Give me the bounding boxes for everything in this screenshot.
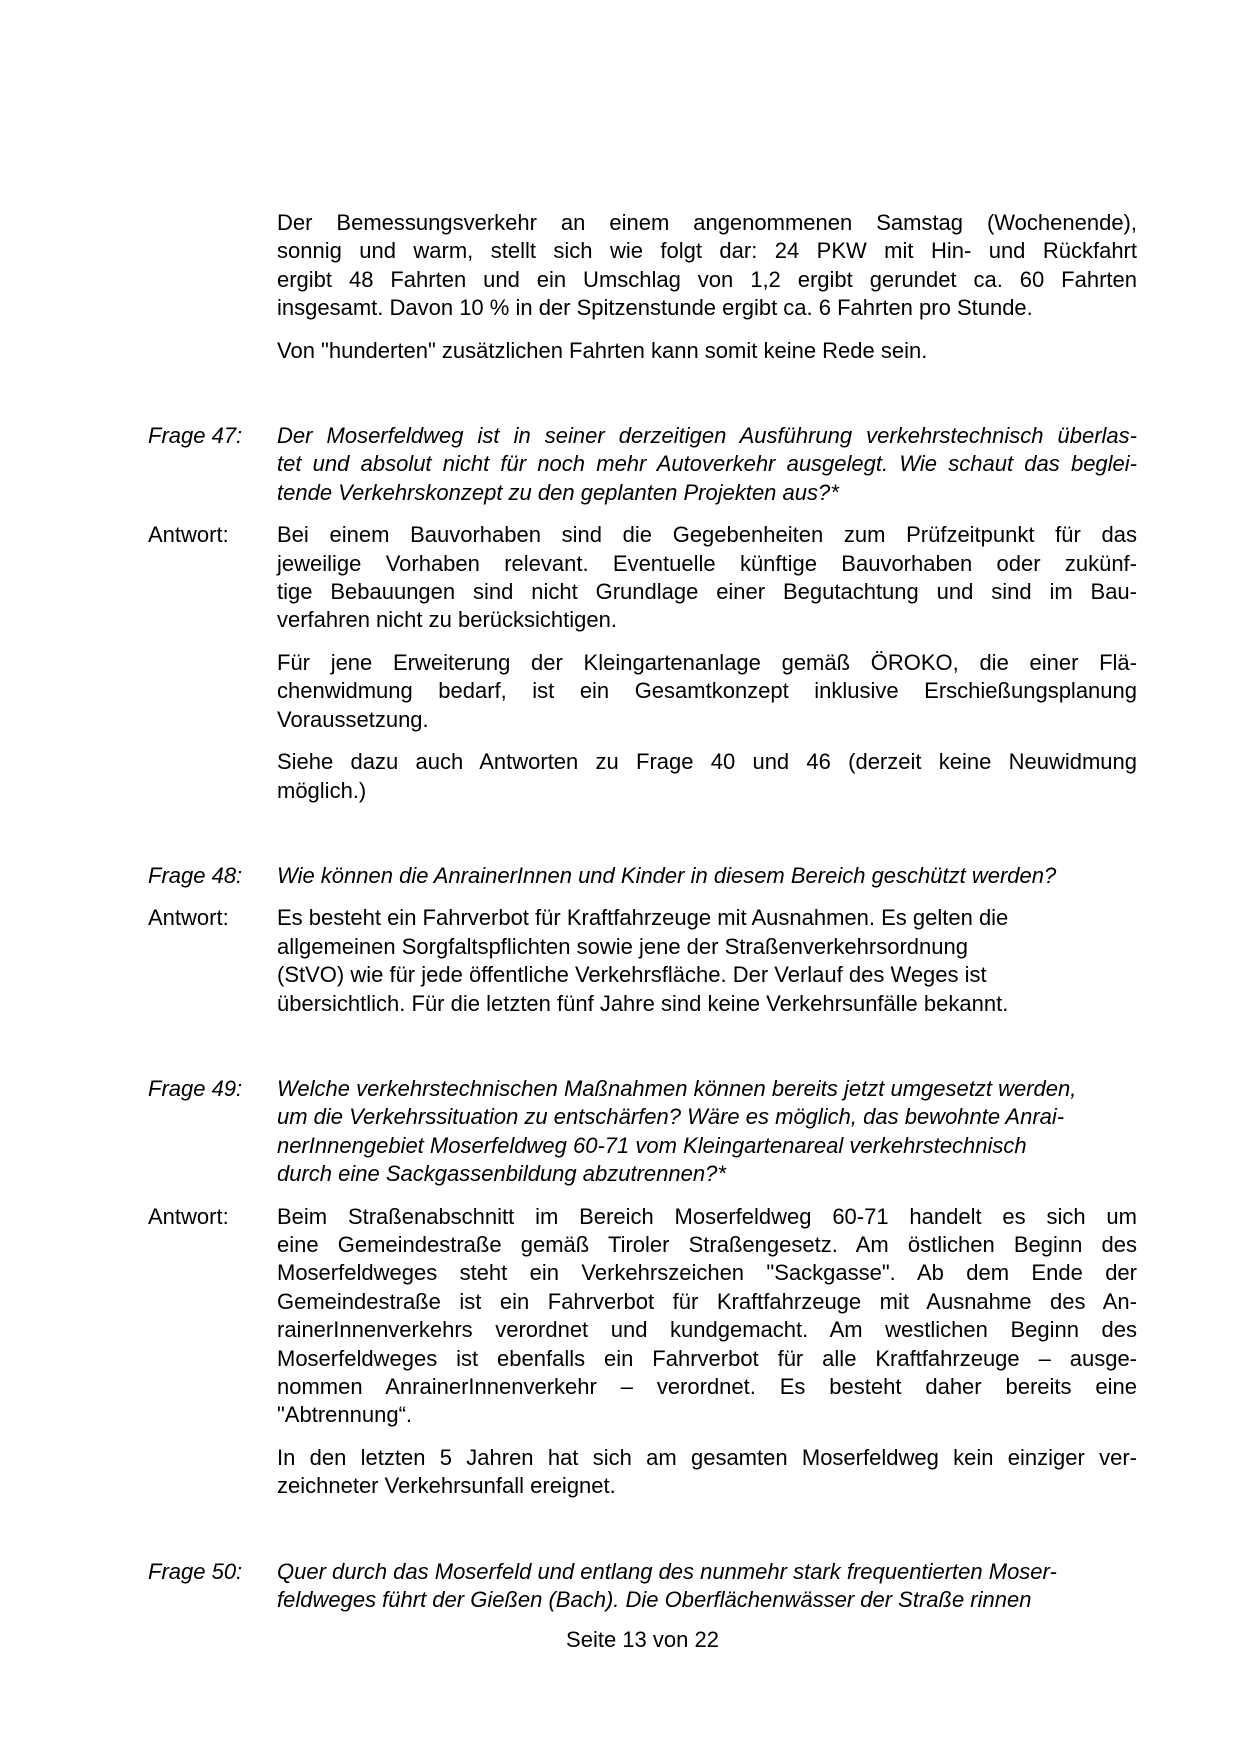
paragraph-block [148,748,1137,805]
text-line: nerInnengebiet Moserfeldweg 60-71 vom Kleingartenareal verkehrstechnisch [277,1132,1027,1158]
text-line: Es besteht ein Fahrverbot für Kraftfahrzeuge mit Ausnahmen. Es gelten die [277,905,1009,931]
text-line: eine Gemeindestraße gemäß Tiroler Straßengesetz. Am östlichen Beginn des [277,1231,1137,1257]
text-line: Von "hunderten" zusätzlichen Fahrten kann somit keine Rede sein. [277,337,928,363]
page-footer: Seite 13 von 22 [566,1627,719,1652]
text-line: jeweilige Vorhaben relevant. Eventuelle künftige Bauvorhaben oder zukünf- [277,550,1137,576]
answer-label: Antwort: [148,1203,229,1229]
text-line: durch eine Sackgassenbildung abzutrennen?* [277,1161,726,1187]
text-line: feldweges führt der Gießen (Bach). Die Oberflächenwässer der Straße rinnen [277,1587,1032,1613]
text-line: Moserfeldweges steht ein Verkehrszeichen "Sackgasse". Ab dem Ende der [277,1260,1137,1286]
block-text [277,1203,1137,1430]
empty-label [148,748,277,805]
empty-label [148,1444,277,1501]
text-line: verfahren nicht zu berücksichtigen. [277,607,617,633]
empty-label [148,649,277,734]
answer-block [148,521,1137,635]
question-block [148,422,1137,507]
text-line: sonnig und warm, stellt sich wie folgt dar: 24 PKW mit Hin- und Rückfahrt [277,238,1137,264]
text-line: tende Verkehrskonzept zu den geplanten Projekten aus?* [277,479,839,505]
question-block [148,1558,1137,1615]
block-text [277,521,1137,635]
text-line: insgesamt. Davon 10 % in der Spitzenstunde ergibt ca. 6 Fahrten pro Stunde. [277,295,1033,321]
text-line: Siehe dazu auch Antworten zu Frage 40 und 46 (derzeit keine Neuwidmung [277,749,1137,775]
text-line: Beim Straßenabschnitt im Bereich Moserfeldweg 60-71 handelt es sich um [277,1203,1137,1229]
text-line: tet und absolut nicht für noch mehr Autoverkehr ausgelegt. Wie schaut das beglei- [277,451,1137,477]
block-text [277,337,1137,365]
text-line: Voraussetzung. [277,706,429,732]
empty-label [148,337,277,365]
empty-label [148,209,277,323]
text-line: Welche verkehrstechnischen Maßnahmen können bereits jetzt umgesetzt werden, [277,1075,1077,1101]
text-line: (StVO) wie für jede öffentliche Verkehrsfläche. Der Verlauf des Weges ist [277,962,987,988]
question-label: Frage 50: [148,1558,243,1584]
text-line: nommen AnrainerInnenverkehr – verordnet. Es besteht daher bereits eine [277,1374,1137,1399]
question-label: Frage 49: [148,1075,243,1101]
block-text [277,649,1137,734]
text-line: Der Bemessungsverkehr an einem angenommenen Samstag (Wochenende), [277,210,1137,235]
text-line: In den letzten 5 Jahren hat sich am gesamten Moserfeldweg kein einziger ver- [277,1444,1137,1470]
answer-label: Antwort: [148,905,229,931]
block-text [277,422,1137,507]
text-line: Der Moserfeldweg ist in seiner derzeitigen Ausführung verkehrstechnisch überlas- [277,423,1137,449]
text-line: Moserfeldweges ist ebenfalls ein Fahrverbot für alle Kraftfahrzeuge – ausge- [277,1345,1137,1371]
text-line: Wie können die AnrainerInnen und Kinder in diesem Bereich geschützt werden? [277,862,1057,888]
paragraph-block [148,209,1137,323]
text-line: zeichneter Verkehrsunfall ereignet. [277,1473,616,1499]
text-line: allgemeinen Sorgfaltspflichten sowie jene der Straßenverkehrsordnung [277,933,968,959]
text-line: ergibt 48 Fahrten und ein Umschlag von 1,2 ergibt gerundet ca. 60 Fahrten [277,266,1137,292]
text-line: um die Verkehrssituation zu entschärfen? Wäre es möglich, das bewohnte Anrai- [277,1104,1065,1130]
text-line: rainerInnenverkehrs verordnet und kundgemacht. Am westlichen Beginn des [277,1317,1137,1343]
question-block [148,1075,1137,1189]
question-block [148,862,1137,890]
text-line: möglich.) [277,777,367,803]
block-text [277,1075,1137,1189]
paragraph-block [148,1444,1137,1501]
text-line: Gemeindestraße ist ein Fahrverbot für Kraftfahrzeuge mit Ausnahme des An- [277,1288,1137,1314]
text-line: chenwidmung bedarf, ist ein Gesamtkonzept inklusive Erschießungsplanung [277,678,1137,704]
question-label: Frage 47: [148,423,243,449]
answer-block [148,904,1137,1018]
text-line: Für jene Erweiterung der Kleingartenanlage gemäß ÖROKO, die einer Flä- [277,649,1137,675]
text-line: Quer durch das Moserfeld und entlang des nunmehr stark frequentierten Moser- [277,1558,1057,1584]
question-label: Frage 48: [148,862,243,888]
block-text [277,748,1137,805]
block-text [277,1444,1137,1501]
text-line: Bei einem Bauvorhaben sind die Gegebenheiten zum Prüfzeitpunkt für das [277,522,1137,548]
paragraph-block [148,649,1137,734]
text-line: übersichtlich. Für die letzten fünf Jahre sind keine Verkehrsunfälle bekannt. [277,990,1009,1016]
text-line: "Abtrennung“. [277,1402,413,1428]
answer-label: Antwort: [148,522,229,548]
document-content [148,209,1137,1628]
text-line: tige Bebauungen sind nicht Grundlage einer Begutachtung und sind im Bau- [277,579,1137,605]
answer-block [148,1203,1137,1430]
block-text [277,209,1137,323]
block-text [277,862,1137,890]
paragraph-block [148,337,1137,365]
block-text [277,1558,1137,1615]
block-text [277,904,1137,1018]
